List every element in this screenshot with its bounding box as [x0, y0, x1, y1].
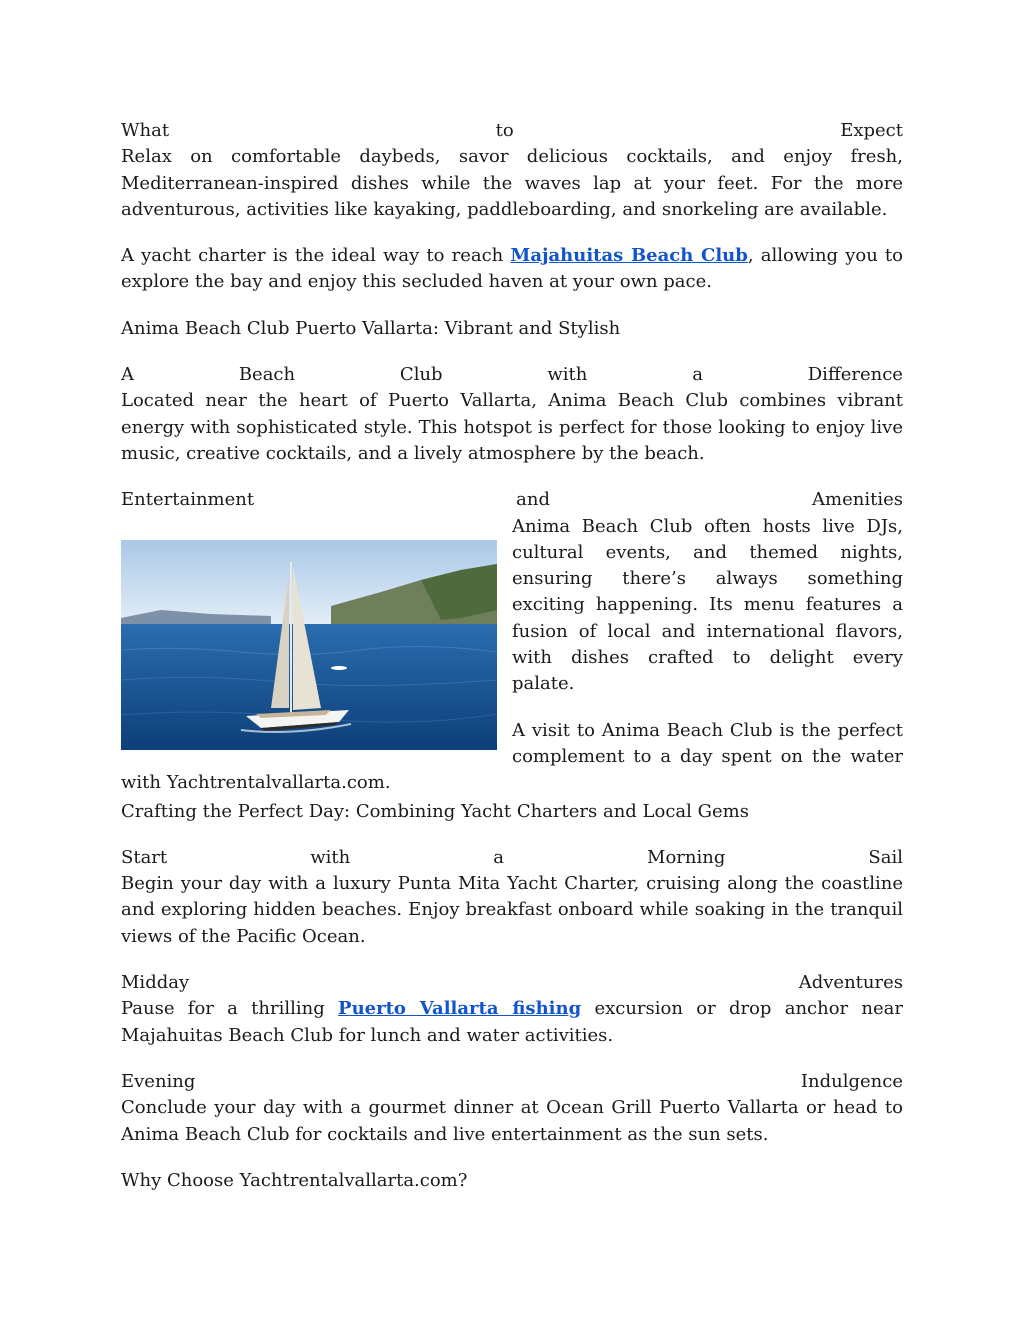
sailboat-image	[121, 540, 497, 750]
section-morning-sail	[121, 845, 903, 950]
heading-morning-sail: Start with a Morning Sail	[121, 846, 903, 868]
paragraph-anima-location: Located near the heart of Puerto Vallarta, Anima Beach Club combines vibrant energy with sophisticated style. This hotspot is perfect for those looking to enjoy live music, creative cocktails, and a lively atmosphere by the beach.	[121, 390, 903, 464]
paragraph-yacht-charter: A yacht charter is the ideal way to reach Majahuitas Beach Club, allowing you to explore the bay and enjoy this secluded haven at your own pace.	[121, 245, 903, 293]
paragraph-anima-visit: A visit to Anima Beach Club is the perfect complement to a day spent on the water with Yachtrentalvallarta.com.	[121, 719, 903, 794]
section-midday-adventures	[121, 970, 903, 1049]
link-puerto-vallarta-fishing[interactable]: Puerto Vallarta fishing	[338, 998, 582, 1020]
section-beach-club-difference	[121, 362, 903, 467]
paragraph-relax: Relax on comfortable daybeds, savor delicious cocktails, and enjoy fresh, Mediterranean-inspired dishes while the waves lap at your feet. For the more adventurous, activities like kayaking, paddleboarding, and snorkeling are available.	[121, 146, 903, 220]
heading-crafting-perfect-day: Crafting the Perfect Day: Combining Yacht Charters and Local Gems	[121, 800, 749, 822]
link-majahuitas-beach-club[interactable]: Majahuitas Beach Club	[510, 245, 748, 267]
sailboat-photo	[121, 540, 497, 750]
heading-evening-indulgence: Evening Indulgence	[121, 1070, 903, 1092]
heading-anima-beach-club: Anima Beach Club Puerto Vallarta: Vibrant and Stylish	[121, 317, 621, 339]
heading-midday-adventures: Midday Adventures	[121, 972, 903, 994]
document-page	[121, 118, 903, 1214]
paragraph-entertainment: Anima Beach Club often hosts live DJs, cultural events, and themed nights, ensuring there’s always something exciting happening. Its menu features a fusion of local and international flavors, with dishes crafted to delight every palate.	[121, 514, 903, 698]
section-evening-indulgence	[121, 1069, 903, 1148]
heading-what-to-expect: What to Expect	[121, 120, 903, 141]
heading-why-choose: Why Choose Yachtrentalvallarta.com?	[121, 1169, 468, 1191]
paragraph-evening: Conclude your day with a gourmet dinner at Ocean Grill Puerto Vallarta or head to Anima Beach Club for cocktails and live entertainment as the sun sets.	[121, 1097, 903, 1145]
paragraph-midday: Pause for a thrilling Puerto Vallarta fishing excursion or drop anchor near Majahuitas Beach Club for lunch and water activities.	[121, 998, 904, 1046]
section-entertainment	[121, 487, 903, 796]
heading-beach-club-difference: A Beach Club with a Difference	[121, 364, 903, 386]
heading-entertainment-amenities: Entertainment and Amenities	[121, 489, 903, 511]
paragraph-morning-sail: Begin your day with a luxury Punta Mita Yacht Charter, cruising along the coastline and exploring hidden beaches. Enjoy breakfast onboard while soaking in the tranquil views of the Pacific Ocean.	[121, 873, 903, 947]
section-what-to-expect	[121, 118, 903, 223]
